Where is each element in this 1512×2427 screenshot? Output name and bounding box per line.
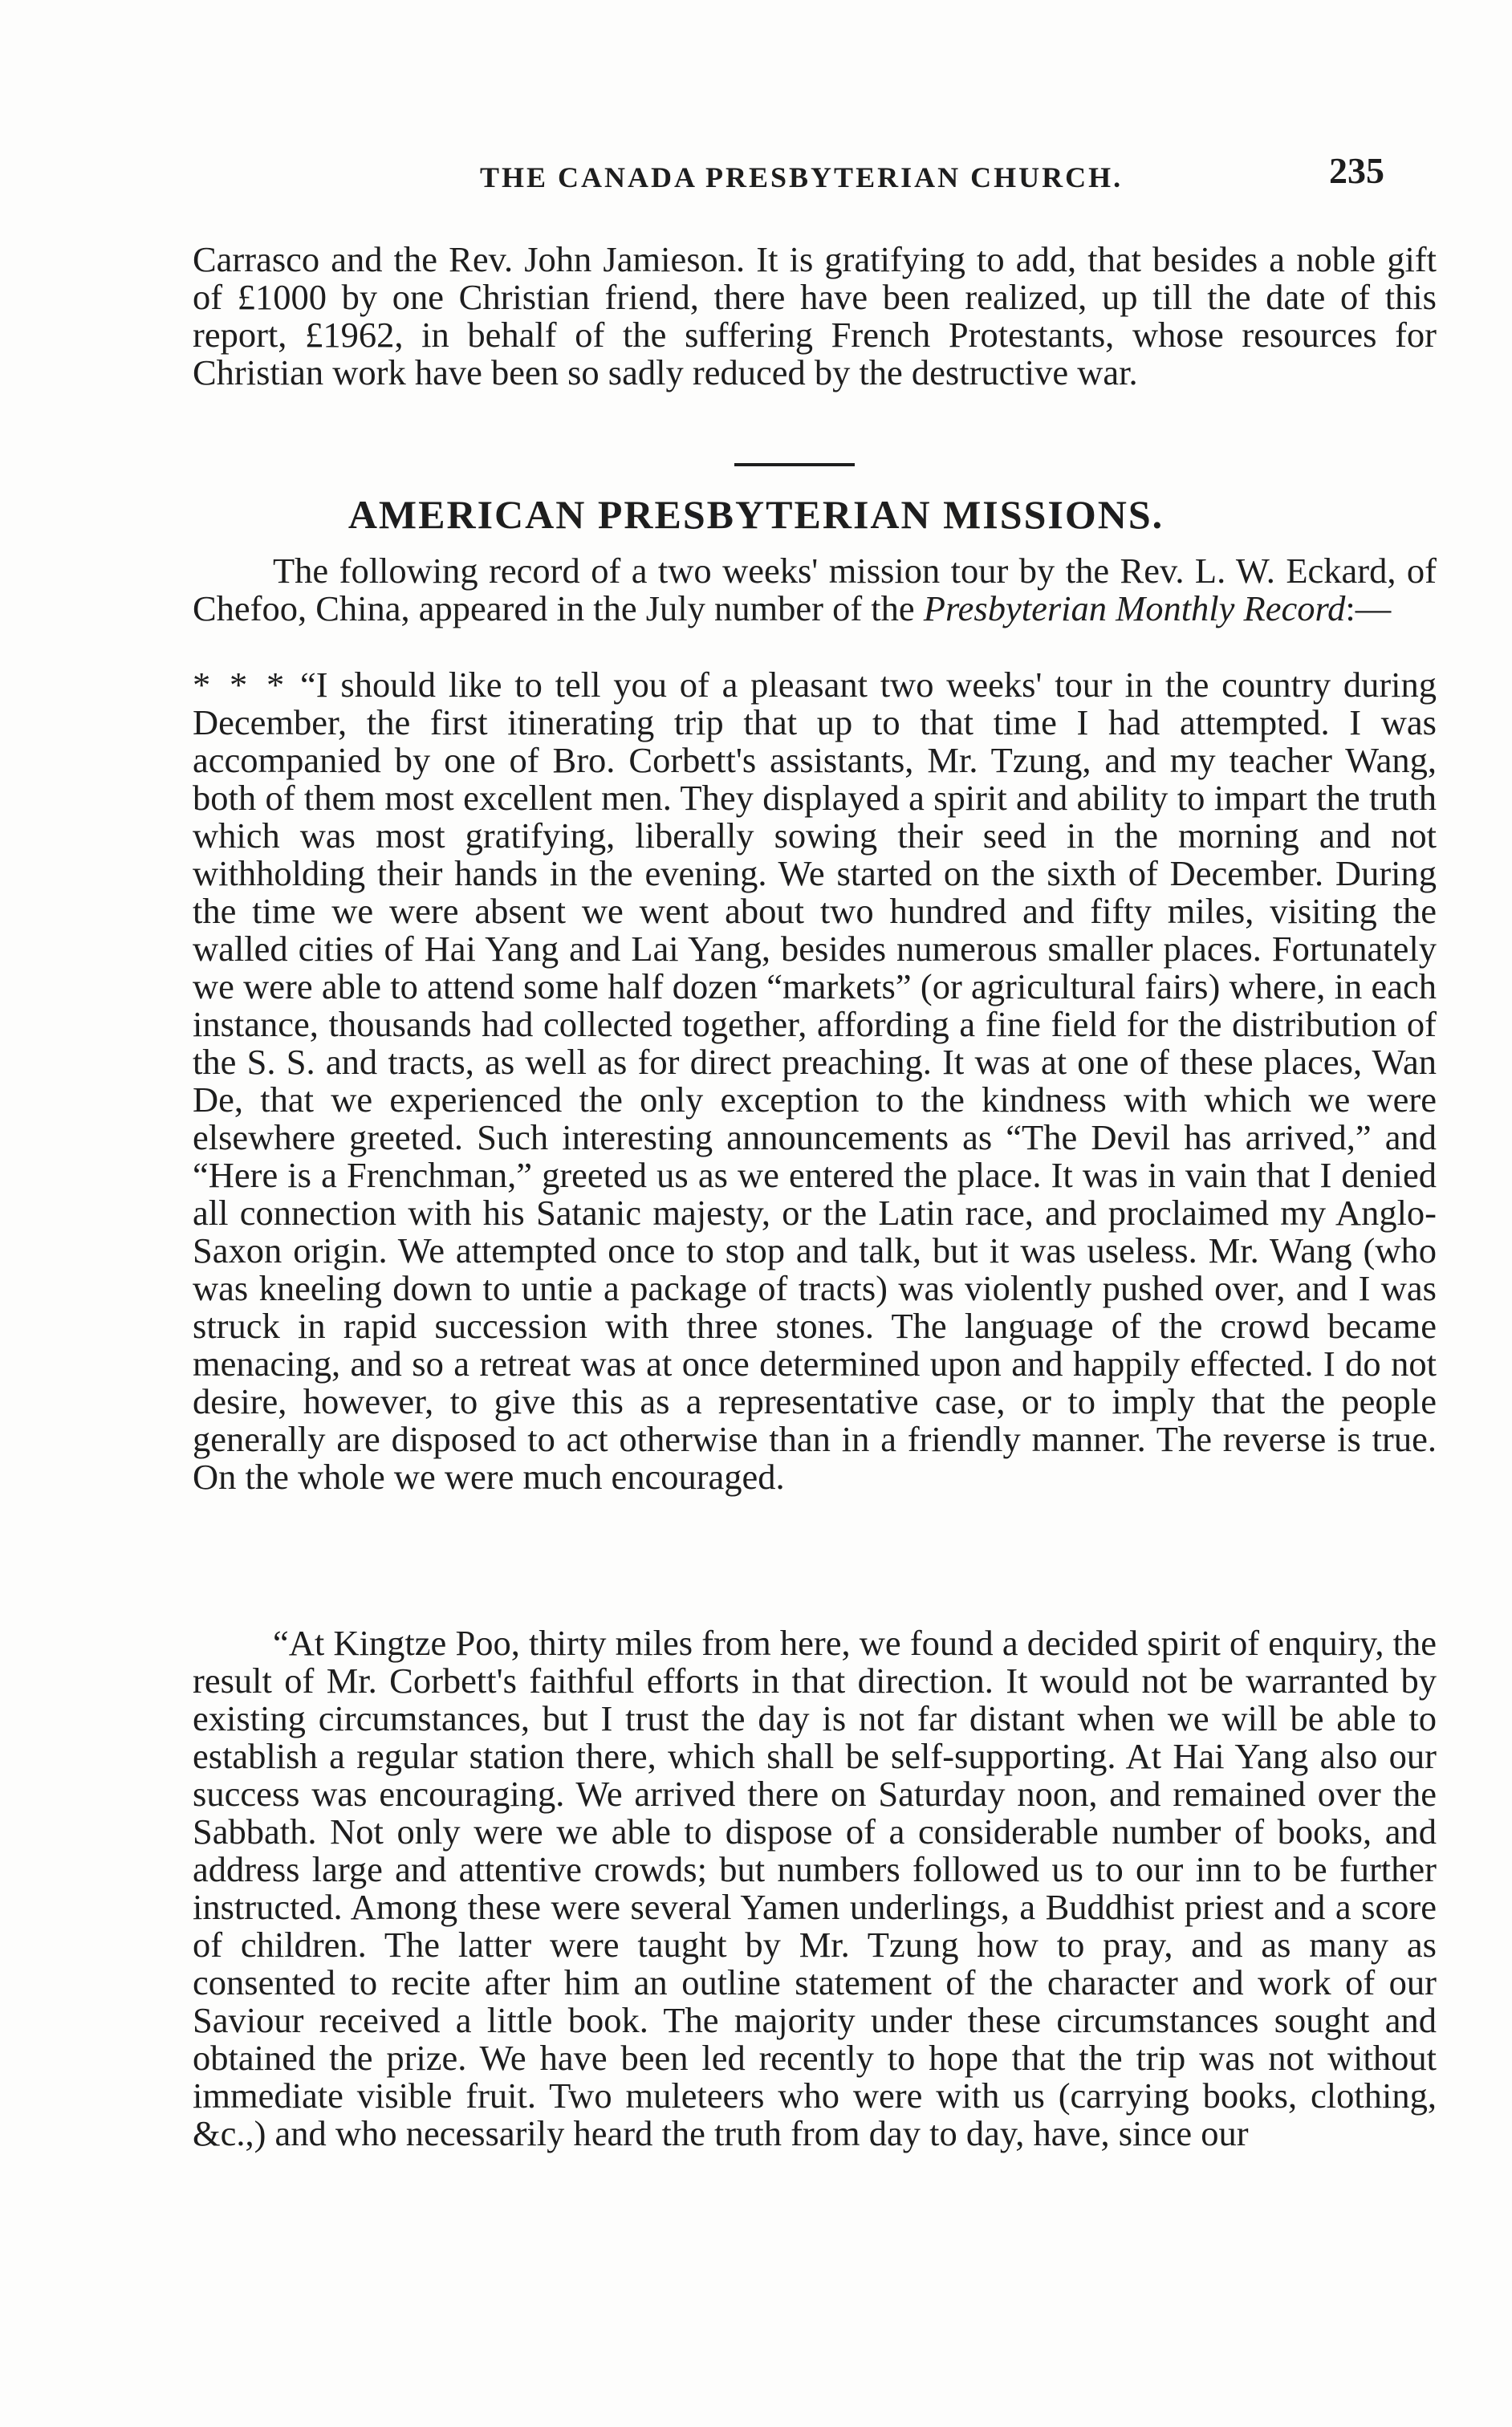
ellipsis-stars: * * * xyxy=(193,665,288,705)
lead-in-colon: :— xyxy=(1345,588,1392,628)
running-head: THE CANADA PRESBYTERIAN CHURCH. xyxy=(480,161,1124,193)
intro-paragraph: Carrasco and the Rev. John Jamieson. It is gratifying to add, that besides a noble gift of £1000 by one Christian friend, there have been realized, up till the date of this report, £1962, in behalf of the suffering French Protestants, whose resources for Christian work have been so sadly reduced by the destructive war. xyxy=(193,239,1437,392)
publication-title: Presbyterian Monthly Record xyxy=(923,588,1346,628)
section-divider-rule xyxy=(734,463,855,466)
letter-paragraph-1 xyxy=(193,666,1437,1496)
lead-in-text: The following record of a two weeks' mission tour by the Rev. L. W. Eckard, of Chefoo, China, appeared in the July number of the xyxy=(193,551,1437,628)
page-number: 235 xyxy=(1329,150,1384,191)
letter-paragraph-1-text: “I should like to tell you of a pleasant two weeks' tour in the country during December, the first itinerating trip that up to that time I had attempted. I was accompanied by one of Bro. Corbett's assistants, Mr. Tzung, and my teacher Wang, both of them most excellent men. They displayed a spirit and ability to impart the truth which was most gratifying, liberally sowing their seed in the morning and not withholding their hands in the evening. We started on the sixth of December. During the time we were absent we went about two hundred and fifty miles, visiting the walled cities of Hai Yang and Lai Yang, besides numerous smaller places. Fortunately we were able to attend some half dozen “markets” (or agricultural fairs) where, in each instance, thousands had collected together, affording a fine field for the distribution of the S. S. and tracts, as well as for direct preaching. It was at one of these places, Wan De, that we experienced the only exception to the kindness with which we were elsewhere greeted. Such interesting announcements as “The Devil has arrived,” and “Here is a Frenchman,” greeted us as we entered the place. It was in vain that I denied all connection with his Satanic majesty, or the Latin race, and proclaimed my Anglo-Saxon origin. We attempted once to stop and talk, but it was useless. Mr. Wang (who was kneeling down to untie a package of tracts) was violently pushed over, and I was struck in rapid succession with three stones. The language of the crowd became menacing, and so a retreat was at once determined upon and happily effected. I do not desire, however, to give this as a representative case, or to imply that the people generally are disposed to act otherwise than in a friendly manner. The reverse is true. On the whole we were much encouraged. xyxy=(193,665,1437,1497)
letter-paragraph-2: “At Kingtze Poo, thirty miles from here, we found a decided spirit of enquiry, the result of Mr. Corbett's faithful efforts in that direction. It would not be warranted by existing circumstances, but I trust the day is not far distant when we will be able to establish a regular station there, which shall be self-supporting. At Hai Yang also our success was encouraging. We arrived there on Saturday noon, and remained over the Sabbath. Not only were we able to dispose of a considerable number of books, and address large and attentive crowds; but numbers followed us to our inn to be further instructed. Among these were several Yamen underlings, a Buddhist priest and a score of children. The latter were taught by Mr. Tzung how to pray, and as many as consented to recite after him an outline statement of the character and work of our Saviour received a little book. The majority under these circumstances sought and obtained the prize. We have been led recently to hope that the trip was not without immediate visible fruit. Two muleteers who were with us (carrying books, clothing, &c.,) and who necessarily heard the truth from day to day, have, since our xyxy=(193,1623,1437,2153)
lead-in-paragraph xyxy=(193,552,1437,628)
section-title: AMERICAN PRESBYTERIAN MISSIONS. xyxy=(348,492,1164,537)
